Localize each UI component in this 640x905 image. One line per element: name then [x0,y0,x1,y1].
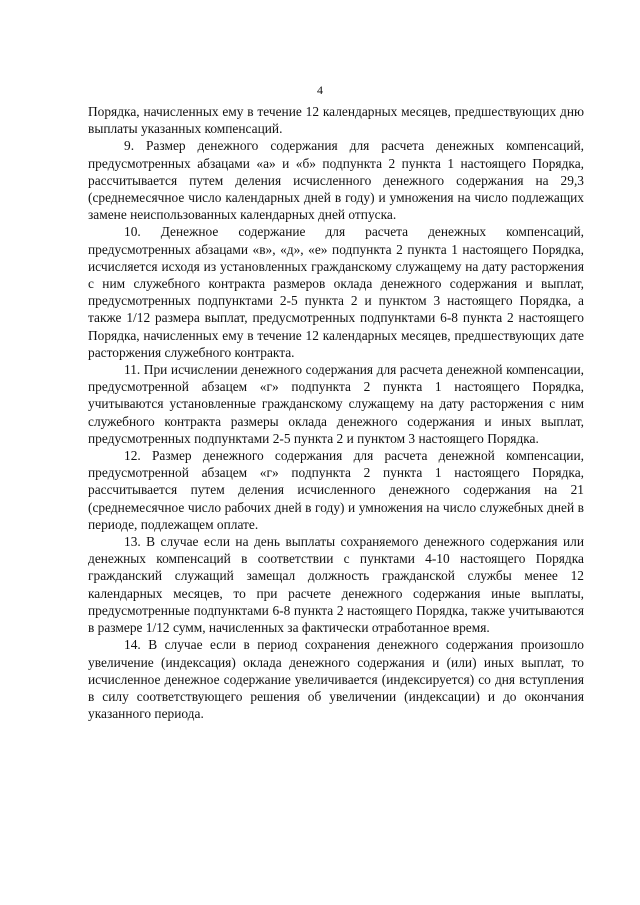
paragraph-continuation: Порядка, начисленных ему в течение 12 календарных месяцев, предшествующих дню выплаты указанных компенсаций. [88,104,584,137]
paragraph-9: 9. Размер денежного содержания для расчета денежных компенсаций, предусмотренных абзацами «а» и «б» подпункта 2 пункта 1 настоящего Порядка, рассчитывается путем деления исчисленного денежного содержания на 29,3 (среднемесячное число календарных дней в году) и умножения на число подлежащих замене неиспользованных календарных дней отпуска. [88,138,584,223]
paragraph-10: 10. Денежное содержание для расчета денежных компенсаций, предусмотренных абзацами «в», «д», «е» подпункта 2 пункта 1 настоящего Порядка, исчисляется исходя из установленных гражданскому служащему на дату расторжения с ним служебного контракта размеров оклада денежного содержания и выплат, предусмотренных подпунктами 2-5 пункта 2 и пунктом 3 настоящего Порядка, а также 1/12 размера выплат, предусмотренных подпунктами 6-8 пункта 2 настоящего Порядка, начисленных ему в течение 12 календарных месяцев, предшествующих дате расторжения служебного контракта. [88,224,584,360]
page-number: 4 [317,83,323,97]
paragraph-13: 13. В случае если на день выплаты сохраняемого денежного содержания или денежных компенсаций в соответствии с пунктами 4-10 настоящего Порядка гражданский служащий замещал должность гражданской службы менее 12 календарных месяцев, то при расчете денежного содержания иные выплаты, предусмотренные подпунктами 6-8 пункта 2 настоящего Порядка, также учитываются в размере 1/12 сумм, начисленных за фактически отработанное время. [88,534,584,636]
paragraph-12: 12. Размер денежного содержания для расчета денежной компенсации, предусмотренной абзацем «г» подпункта 2 пункта 1 настоящего Порядка, рассчитывается путем деления исчисленного денежного содержания на 21 (среднемесячное число рабочих дней в году) и умножения на число служебных дней в периоде, подлежащем оплате. [88,448,584,532]
paragraph-14: 14. В случае если в период сохранения денежного содержания произошло увеличение (индексация) оклада денежного содержания и (или) иных выплат, то исчисленное денежное содержание увеличивается (индексируется) со дня вступления в силу соответствующего решения об увеличении (индексации) и до окончания указанного периода. [88,637,584,722]
document-body [88,103,584,722]
paragraph-11: 11. При исчислении денежного содержания для расчета денежной компенсации, предусмотренной абзацем «г» подпункта 2 пункта 1 настоящего Порядка, учитываются установленные гражданскому служащему на дату расторжения с ним служебного контракта размеры оклада денежного содержания и иных выплат, предусмотренных подпунктами 2-5 пункта 2 и пунктом 3 настоящего Порядка. [88,362,584,446]
